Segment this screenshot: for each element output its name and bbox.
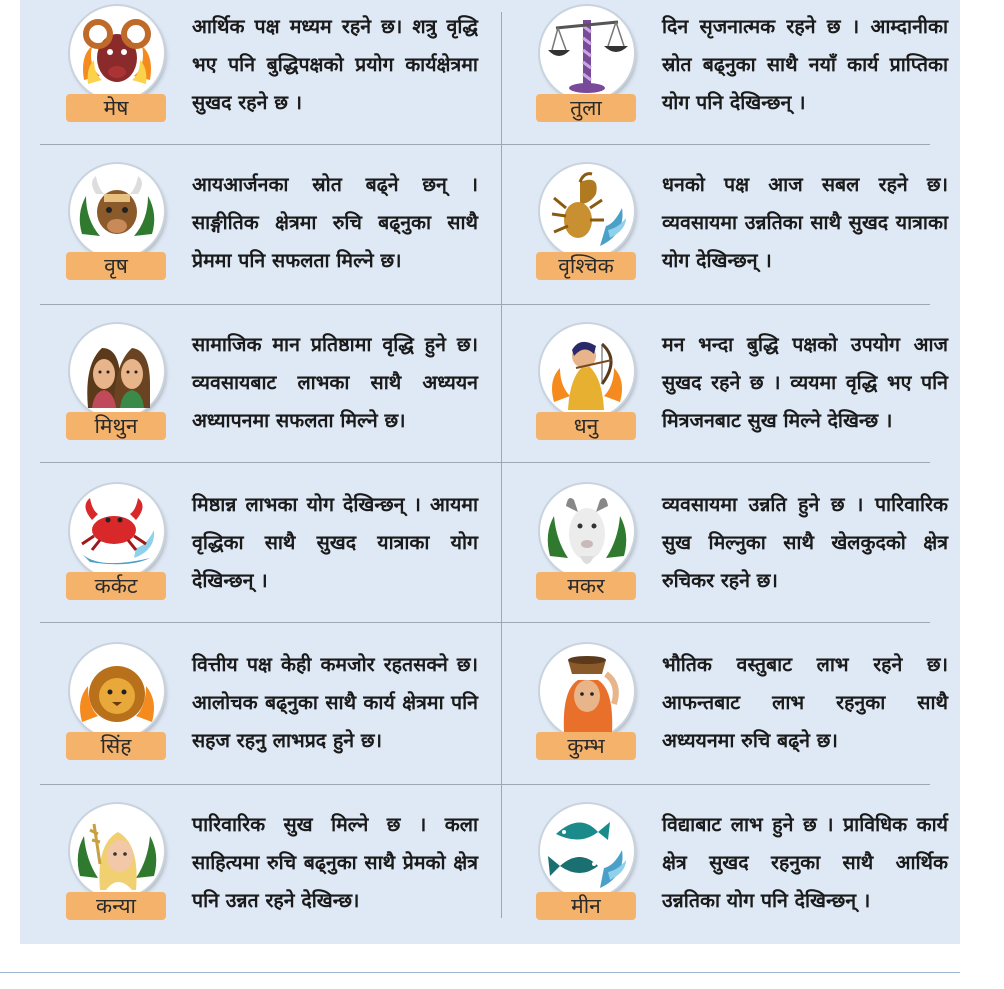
sign-card-mesh xyxy=(40,0,500,158)
sign-forecast: दिन सृजनात्मक रहने छ । आम्दानीका स्रोत बढ्नुका साथै नयाँ कार्य प्राप्तिका योग पनि देखिन्छन् । xyxy=(662,15,948,114)
sign-card-mithun xyxy=(40,318,500,476)
sign-forecast: आर्थिक पक्ष मध्यम रहने छ। शत्रु वृद्धि भए पनि बुद्धिपक्षको प्रयोग कार्यक्षेत्रमा सुखद रहने छ । xyxy=(192,15,478,114)
sign-forecast: व्यवसायमा उन्नति हुने छ । पारिवारिक सुख मिल्नुका साथै खेलकुदको क्षेत्र रुचिकर रहने छ। xyxy=(662,493,948,592)
sign-card-vrish xyxy=(40,158,500,316)
sign-forecast: मन भन्दा बुद्धि पक्षको उपयोग आज सुखद रहने छ । व्ययमा वृद्धि भए पनि मित्रजनबाट सुख मिल्ने देखिन्छ । xyxy=(662,333,948,432)
sign-forecast: सामाजिक मान प्रतिष्ठामा वृद्धि हुने छ। व्यवसायबाट लाभका साथै अध्ययन अध्यापनमा सफलता मिल्ने छ। xyxy=(192,333,478,432)
sign-card-vrishchik xyxy=(510,158,970,316)
sign-forecast: आयआर्जनका स्रोत बढ्ने छन् । साङ्गीतिक क्षेत्रमा रुचि बढ्नुका साथै प्रेममा पनि सफलता मिल्ने छ। xyxy=(192,173,478,272)
sign-forecast: वित्तीय पक्ष केही कमजोर रहतसक्ने छ। आलोचक बढ्नुका साथै कार्य क्षेत्रमा पनि सहज रहनु लाभप्रद हुने छ। xyxy=(192,653,478,752)
sign-forecast: पारिवारिक सुख मिल्ने छ । कला साहित्यमा रुचि बढ्नुका साथै प्रेमको क्षेत्र पनि उन्नत रहने देखिन्छ। xyxy=(192,813,478,912)
sign-card-kumbha xyxy=(510,638,970,796)
sign-label: कुम्भ xyxy=(536,732,636,760)
sign-label: मिथुन xyxy=(66,412,166,440)
sign-card-makar xyxy=(510,478,970,636)
sign-label: धनु xyxy=(536,412,636,440)
sign-forecast: धनको पक्ष आज सबल रहने छ। व्यवसायमा उन्नतिका साथै सुखद यात्राका योग देखिन्छन् । xyxy=(662,173,948,272)
sign-label: मेष xyxy=(66,94,166,122)
fish-icon xyxy=(540,804,634,898)
sign-forecast: मिष्ठान्न लाभका योग देखिन्छन् । आयमा वृद्धिका साथै सुखद यात्राका योग देखिन्छन् । xyxy=(192,493,478,592)
sign-card-kanya xyxy=(40,798,500,956)
lion-icon xyxy=(70,644,164,738)
archer-icon xyxy=(540,324,634,418)
sign-label: मीन xyxy=(536,892,636,920)
twins-icon xyxy=(70,324,164,418)
bull-icon xyxy=(70,164,164,258)
ram-icon xyxy=(70,6,164,100)
sign-card-dhanu xyxy=(510,318,970,476)
sign-card-tula xyxy=(510,0,970,158)
scales-icon xyxy=(540,6,634,100)
sign-card-karkat xyxy=(40,478,500,636)
sign-label: तुला xyxy=(536,94,636,122)
sign-label: कन्या xyxy=(66,892,166,920)
sign-label: सिंह xyxy=(66,732,166,760)
sign-label: वृश्चिक xyxy=(536,252,636,280)
bottom-rule xyxy=(0,972,960,973)
sign-forecast: भौतिक वस्तुबाट लाभ रहने छ। आफन्तबाट लाभ रहनुका साथै अध्ययनमा रुचि बढ्ने छ। xyxy=(662,653,948,752)
sign-forecast: विद्याबाट लाभ हुने छ । प्राविधिक कार्य क्षेत्र सुखद रहनुका साथै आर्थिक उन्नतिका योग पनि देखिन्छन् । xyxy=(662,813,948,912)
sign-label: मकर xyxy=(536,572,636,600)
maiden-icon xyxy=(70,804,164,898)
column-divider xyxy=(501,12,502,918)
crab-icon xyxy=(70,484,164,578)
goat-icon xyxy=(540,484,634,578)
sign-card-singh xyxy=(40,638,500,796)
sign-label: वृष xyxy=(66,252,166,280)
water-bearer-icon xyxy=(540,644,634,738)
sign-card-meen xyxy=(510,798,970,956)
scorpion-icon xyxy=(540,164,634,258)
horoscope-panel xyxy=(20,0,960,944)
sign-label: कर्कट xyxy=(66,572,166,600)
